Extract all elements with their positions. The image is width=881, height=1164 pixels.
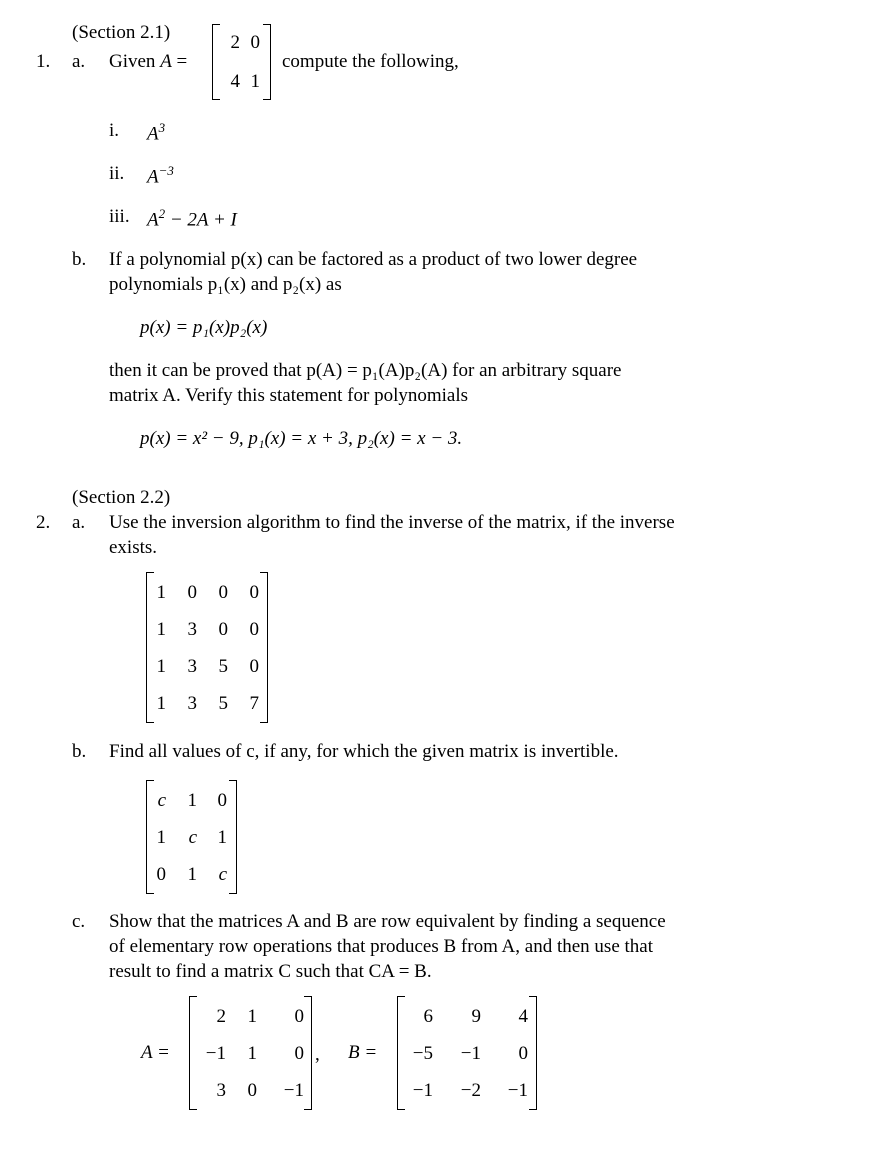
matrix-cell: c bbox=[157, 789, 166, 811]
matrix-cell: 4 bbox=[518, 1005, 528, 1027]
part-2a-line1: Use the inversion algorithm to find the inverse of the matrix, if the inverse bbox=[109, 512, 675, 533]
matrix-cell: 1 bbox=[187, 863, 197, 885]
matrix-cell: −1 bbox=[507, 1079, 528, 1101]
matrix-cell: 0 bbox=[187, 581, 197, 603]
matrix-cell: 0 bbox=[217, 789, 227, 811]
item-ii-expr: $A^{-3}$ bbox=[147, 163, 174, 188]
item-i-label: i. bbox=[109, 120, 120, 141]
matrix-cell: 0 bbox=[249, 618, 259, 640]
matrix-cell: 1 bbox=[156, 581, 166, 603]
part-2a-label: a. bbox=[72, 512, 86, 533]
part-2a-line2: exists. bbox=[109, 537, 158, 558]
matrix-cell: −5 bbox=[412, 1042, 433, 1064]
part-2c-label: c. bbox=[72, 911, 86, 932]
matrix-cell: 5 bbox=[218, 692, 228, 714]
matrix-cell: 0 bbox=[247, 1079, 257, 1101]
matrix-cell: −2 bbox=[460, 1079, 481, 1101]
matrix-cell: 9 bbox=[471, 1005, 481, 1027]
matrix-cell: 7 bbox=[249, 692, 259, 714]
matrix-cell: 0 bbox=[294, 1042, 304, 1064]
item-iii-label: iii. bbox=[109, 206, 130, 227]
matrix-cell: 0 bbox=[156, 863, 166, 885]
section-2-1-heading: (Section 2.1) bbox=[72, 22, 171, 43]
part-1b-line1: If a polynomial p(x) can be factored as a product of two lower degree bbox=[109, 249, 638, 270]
matrix-cell: −1 bbox=[283, 1079, 304, 1101]
matrix-cell: 3 bbox=[187, 655, 197, 677]
part-1a-given: Given A = bbox=[109, 51, 188, 72]
item-i-expr: $A^3$ bbox=[147, 120, 166, 145]
matrix-cell: 1 bbox=[156, 655, 166, 677]
matrix-cell: c bbox=[218, 863, 227, 885]
part-1b-line3: then it can be proved that p(A) = p₁(A)p₂(A) for an arbitrary square bbox=[109, 360, 622, 381]
part-2b-line1: Find all values of c, if any, for which the given matrix is invertible. bbox=[109, 741, 619, 762]
matrix-cell: c bbox=[188, 826, 197, 848]
problem-1-number: 1. bbox=[36, 51, 51, 72]
matrix-cell: 3 bbox=[187, 618, 197, 640]
part-1b-label: b. bbox=[72, 249, 87, 270]
part-1b-line4: matrix A. Verify this statement for polynomials bbox=[109, 385, 469, 406]
part-1b-line2: polynomials p₁(x) and p₂(x) as bbox=[109, 274, 342, 295]
matrix-cell: 5 bbox=[218, 655, 228, 677]
matrix-cell: 1 bbox=[156, 618, 166, 640]
matrix-cell: −1 bbox=[460, 1042, 481, 1064]
matrix-cell: 0 bbox=[218, 581, 228, 603]
matrix-cell: 2 bbox=[230, 32, 240, 53]
matrix-comma: , bbox=[315, 1044, 320, 1065]
part-2c-line2: of elementary row operations that produces B from A, and then use that bbox=[109, 936, 653, 957]
matrix-2b bbox=[146, 780, 237, 894]
matrix-cell: 0 bbox=[518, 1042, 528, 1064]
matrix-cell: 6 bbox=[423, 1005, 433, 1027]
item-ii-label: ii. bbox=[109, 163, 125, 184]
matrix-cell: 0 bbox=[294, 1005, 304, 1027]
part-1b-eq1: p(x) = p₁(x)p₂(x) bbox=[140, 317, 268, 338]
part-2b-label: b. bbox=[72, 741, 87, 762]
matrix-cell: 0 bbox=[249, 655, 259, 677]
part-1b-eq2: p(x) = x² − 9, p₁(x) = x + 3, p₂(x) = x − 3. bbox=[140, 428, 463, 449]
matrix-cell: 1 bbox=[250, 71, 260, 92]
matrix-cell: 3 bbox=[187, 692, 197, 714]
part-2c-line3: result to find a matrix C such that CA = B. bbox=[109, 961, 432, 982]
part-2c-line1: Show that the matrices A and B are row equivalent by finding a sequence bbox=[109, 911, 666, 932]
matrix-cell: −1 bbox=[205, 1042, 226, 1064]
matrix-cell: 1 bbox=[187, 789, 197, 811]
item-iii-expr: $A^2 - 2A + I$ bbox=[147, 206, 237, 231]
matrix-cell: 1 bbox=[156, 826, 166, 848]
matrix-2a bbox=[146, 572, 268, 723]
matrix-B-label: B = bbox=[348, 1042, 378, 1063]
matrix-cell: 0 bbox=[218, 618, 228, 640]
matrix-B bbox=[397, 996, 537, 1110]
matrix-cell: 4 bbox=[230, 71, 240, 92]
matrix-cell: 0 bbox=[249, 581, 259, 603]
matrix-cell: 2 bbox=[216, 1005, 226, 1027]
problem-2-number: 2. bbox=[36, 512, 51, 533]
matrix-cell: 3 bbox=[216, 1079, 226, 1101]
part-1a-compute: compute the following, bbox=[282, 51, 459, 72]
matrix-1a bbox=[212, 24, 271, 100]
matrix-A-label: A = bbox=[141, 1042, 170, 1063]
section-2-2-heading: (Section 2.2) bbox=[72, 487, 171, 508]
matrix-cell: 1 bbox=[247, 1042, 257, 1064]
matrix-cell: 1 bbox=[247, 1005, 257, 1027]
part-1a-label: a. bbox=[72, 51, 86, 72]
matrix-cell: −1 bbox=[412, 1079, 433, 1101]
matrix-cell: 0 bbox=[250, 32, 260, 53]
matrix-A bbox=[189, 996, 312, 1110]
matrix-cell: 1 bbox=[217, 826, 227, 848]
matrix-cell: 1 bbox=[156, 692, 166, 714]
